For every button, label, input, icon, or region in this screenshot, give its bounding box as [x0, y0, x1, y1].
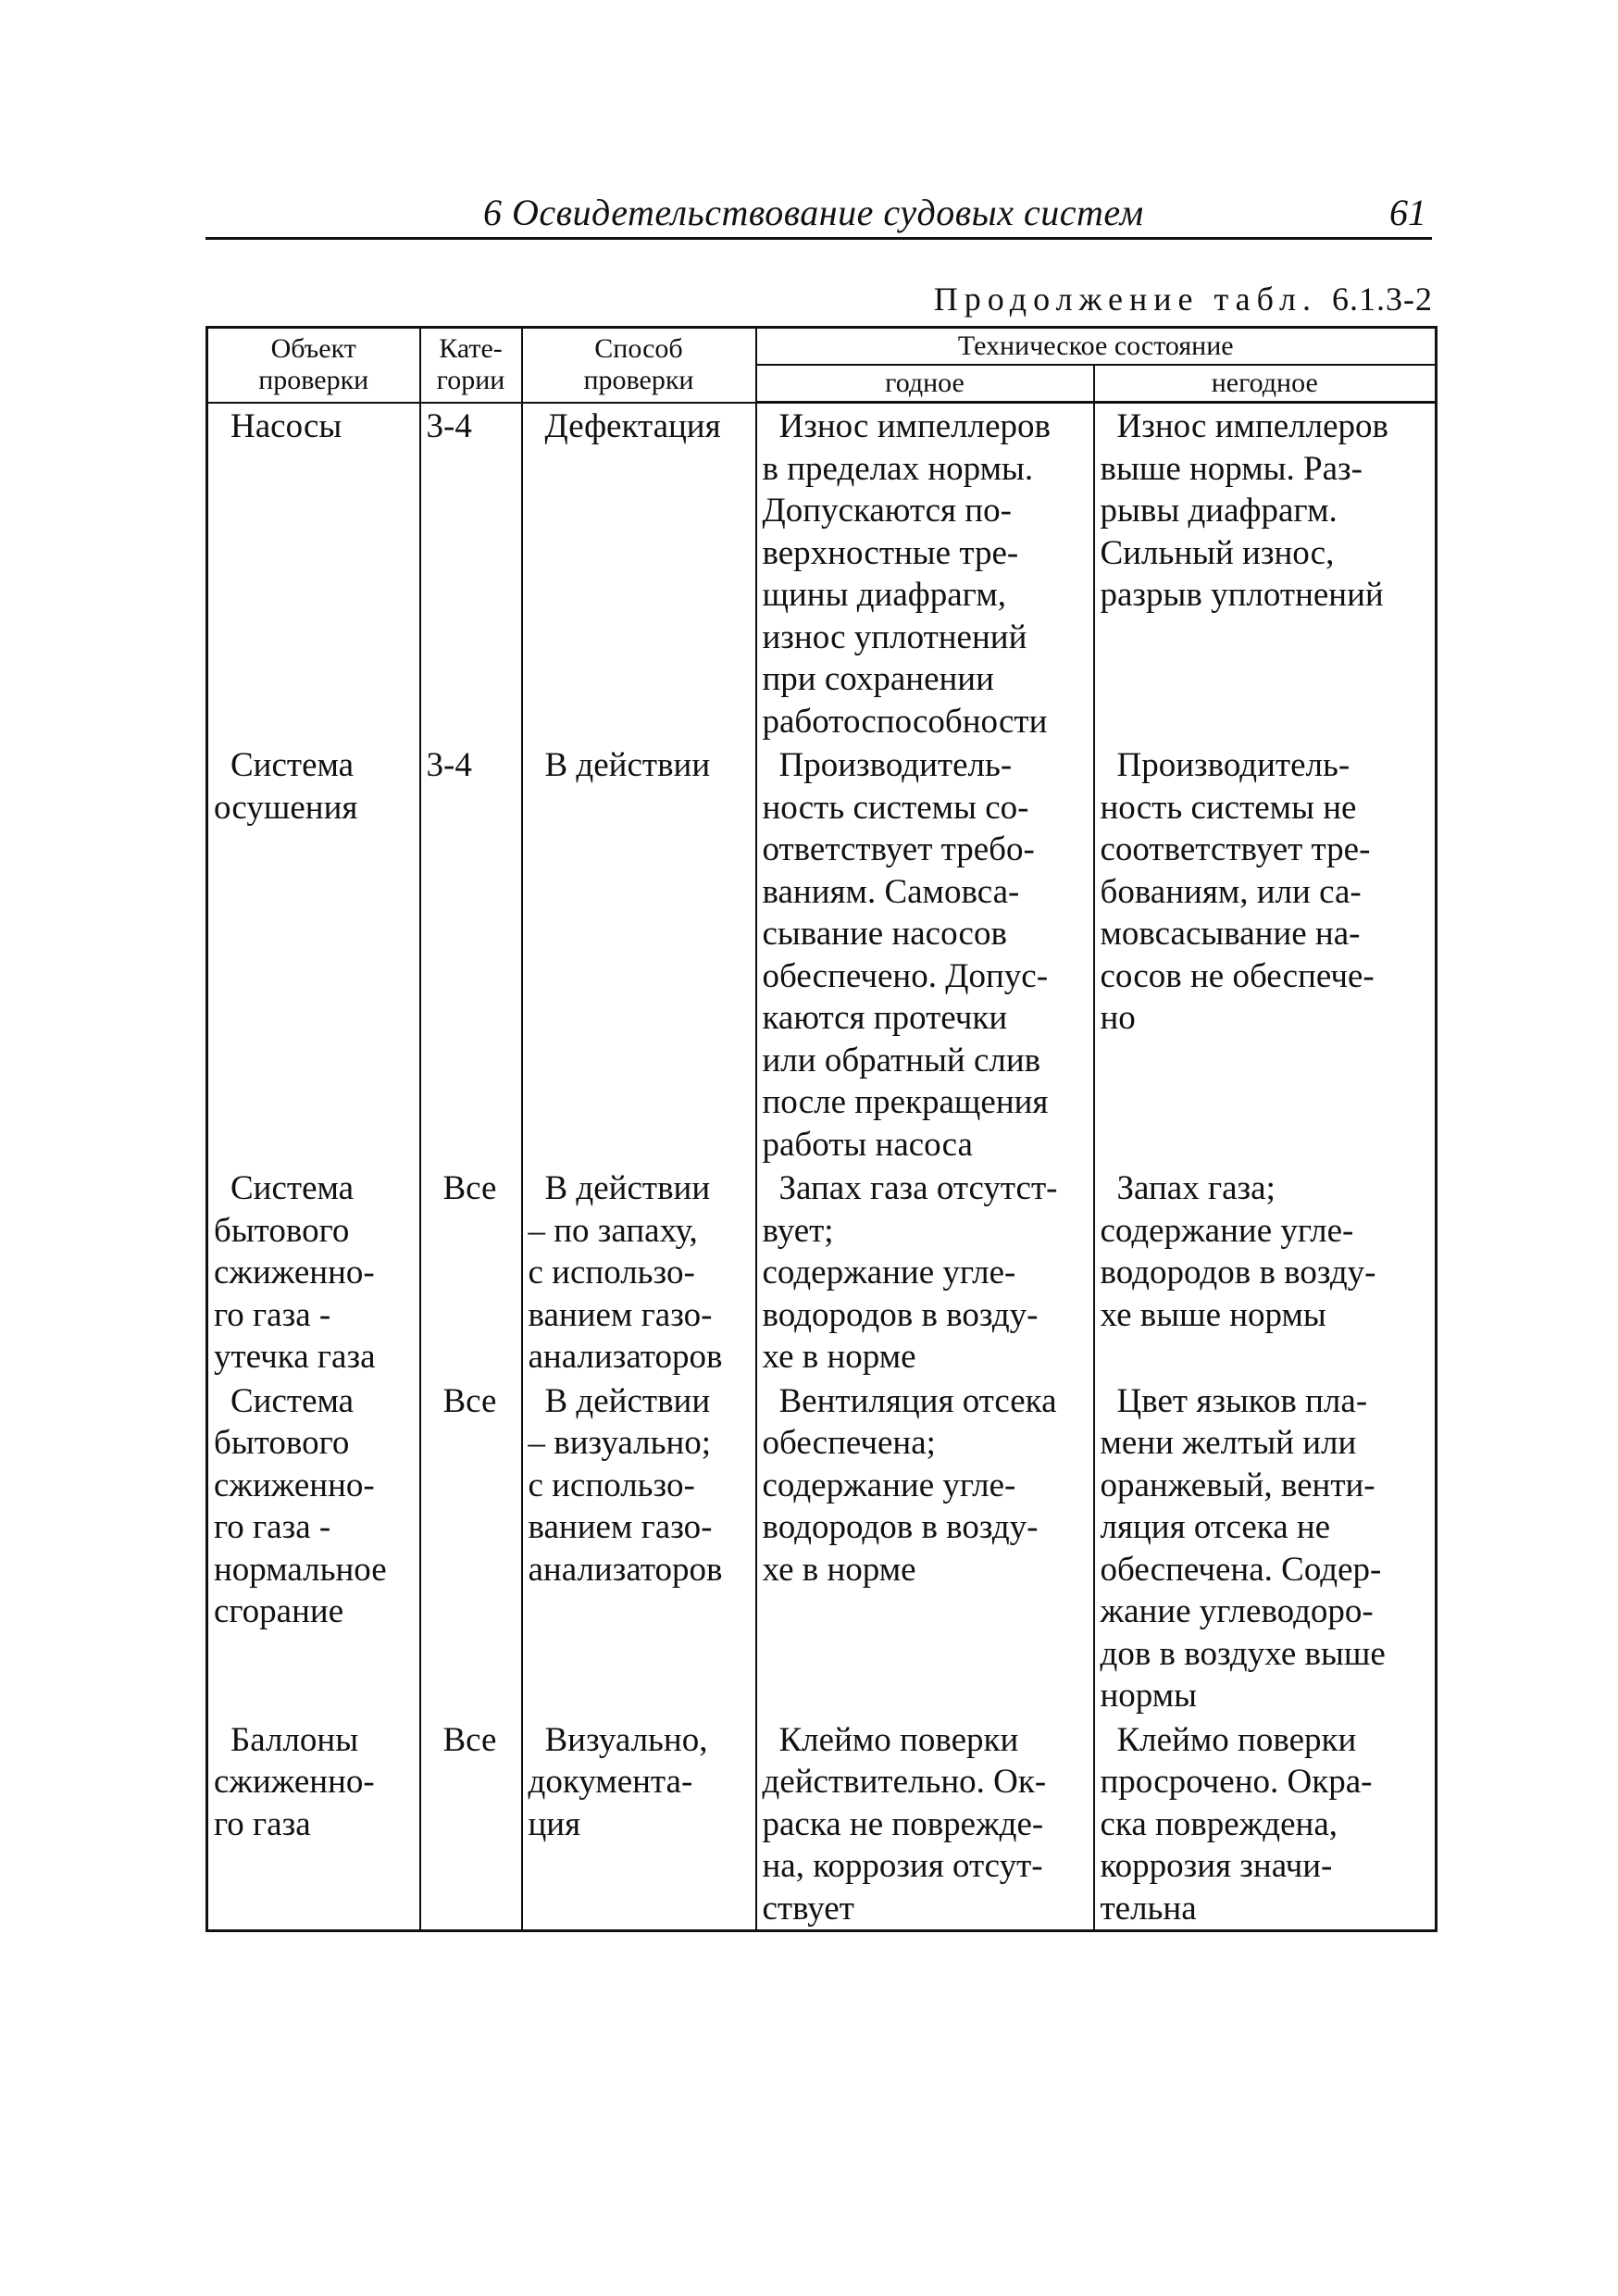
table-row: [207, 403, 1437, 743]
cell-bad: Запах газа; содержание угле- водородов в возду- хе выше нормы: [1094, 1166, 1437, 1379]
cell-good: Запах газа отсутст- вует; содержание угле- водородов в возду- хе в норме: [756, 1166, 1094, 1379]
cell-method: Дефектация: [522, 403, 756, 743]
cell-object: Система бытового сжиженно- го газа - утечка газа: [207, 1166, 420, 1379]
table-caption: [934, 280, 1433, 318]
cell-object: Система бытового сжиженно- го газа - нормальное сгорание: [207, 1379, 420, 1717]
table-header: [207, 328, 1437, 403]
table-row: [207, 742, 1437, 1166]
cell-category: 3-4: [420, 742, 522, 1166]
table-caption-label: Продолжение табл.: [933, 281, 1317, 318]
cell-method: В действии – по запаху, с использо- ванием газо- анализаторов: [522, 1166, 756, 1379]
cell-category: Все: [420, 1166, 522, 1379]
cell-object: Насосы: [207, 403, 420, 743]
cell-good: Вентиляция отсека обеспечена; содержание угле- водородов в возду- хе в норме: [756, 1379, 1094, 1717]
header-method: Способ проверки: [522, 328, 756, 403]
cell-object: Баллоны сжиженно- го газа: [207, 1717, 420, 1931]
cell-method: Визуально, документа- ция: [522, 1717, 756, 1931]
header-technical-state: Техническое состояние: [756, 328, 1437, 366]
cell-category: 3-4: [420, 403, 522, 743]
cell-bad: Износ импеллеров выше нормы. Раз- рывы диафрагм. Сильный износ, разрыв уплотнений: [1094, 403, 1437, 743]
header-category: Кате- гории: [420, 328, 522, 403]
cell-bad: Цвет языков пла- мени желтый или оранжевый, венти- ляция отсека не обеспечена. Содер- жание углеводоро- дов в воздухе выше нормы: [1094, 1379, 1437, 1717]
table-row: [207, 1717, 1437, 1931]
inspection-table: [205, 326, 1438, 1932]
cell-category: Все: [420, 1717, 522, 1931]
table-row: [207, 1166, 1437, 1379]
running-header: [205, 183, 1432, 240]
header-good: годное: [756, 365, 1094, 403]
table-caption-number: 6.1.3-2: [1332, 281, 1433, 318]
cell-bad: Производитель- ность системы не соответствует тре- бованиям, или са- мовсасывание на- сосов не обеспече- но: [1094, 742, 1437, 1166]
cell-good: Клеймо поверки действительно. Ок- раска не поврежде- на, коррозия отсут- ствует: [756, 1717, 1094, 1931]
cell-bad: Клеймо поверки просрочено. Окра- ска повреждена, коррозия значи- тельна: [1094, 1717, 1437, 1931]
cell-object: Система осушения: [207, 742, 420, 1166]
cell-good: Производитель- ность системы со- ответствует требо- ваниям. Самовса- сывание насосов обеспечено. Допус- каются протечки или обратный слив после прекращения работы насоса: [756, 742, 1094, 1166]
header-object: Объект проверки: [207, 328, 420, 403]
cell-method: В действии: [522, 742, 756, 1166]
table-row: [207, 1379, 1437, 1717]
page-number: 61: [1389, 192, 1426, 233]
cell-category: Все: [420, 1379, 522, 1717]
header-bad: негодное: [1094, 365, 1437, 403]
cell-good: Износ импеллеров в пределах нормы. Допускаются по- верхностные тре- щины диафрагм, износ уплотнений при сохранении работоспособности: [756, 403, 1094, 743]
cell-method: В действии – визуально; с использо- ванием газо- анализаторов: [522, 1379, 756, 1717]
chapter-title: 6 Освидетельствование судовых систем: [483, 192, 1144, 233]
